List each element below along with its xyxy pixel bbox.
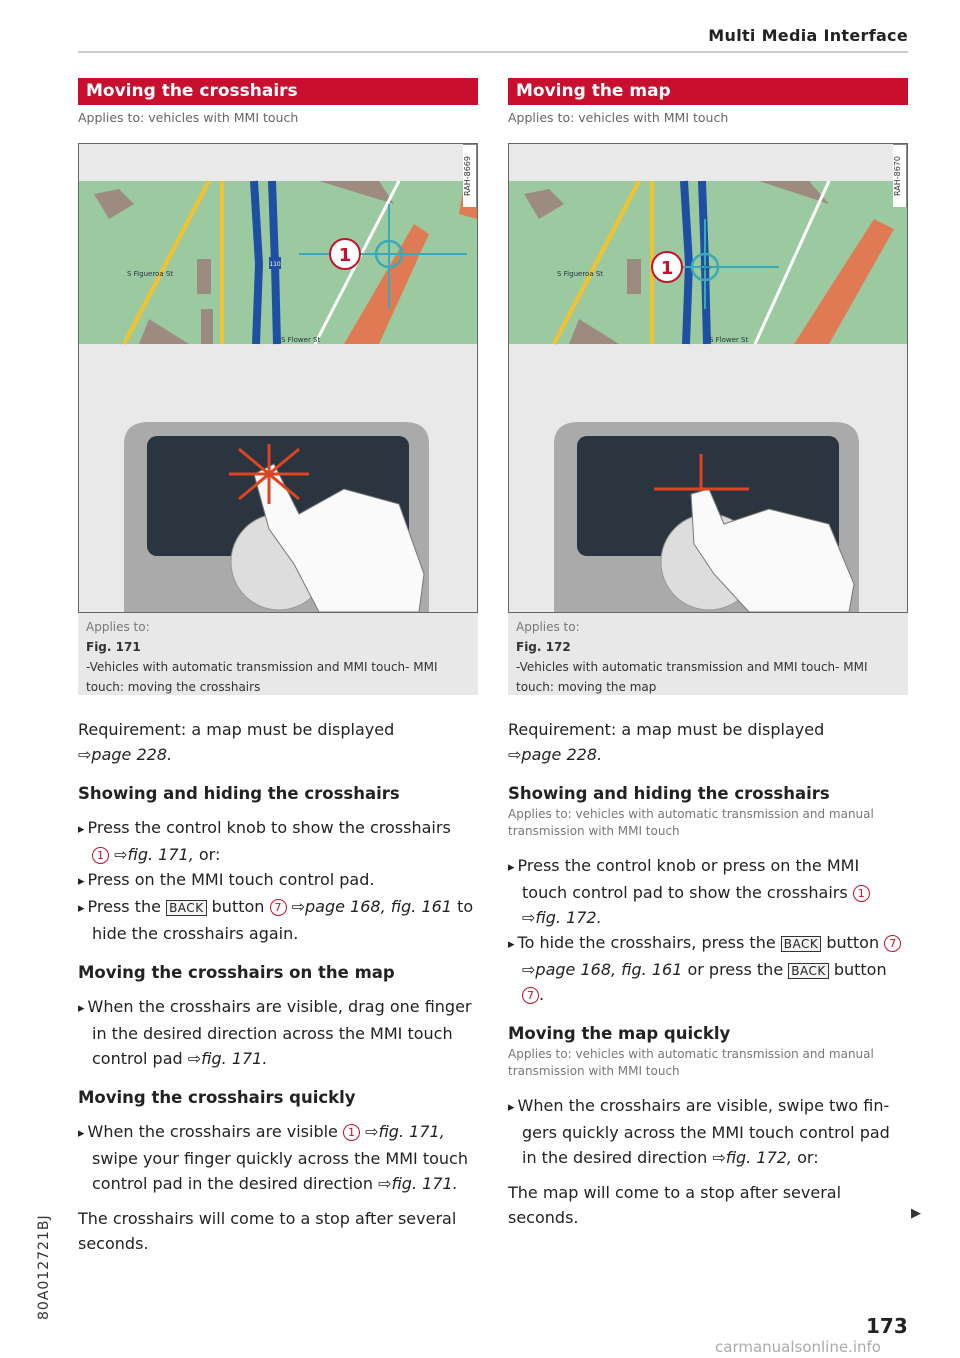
svg-text:110: 110: [269, 261, 281, 268]
callout-number: 1: [343, 1124, 360, 1141]
callout-number: 7: [884, 935, 901, 952]
callout-1: 1: [660, 258, 674, 279]
page-number: 173: [866, 1314, 908, 1338]
list-item: ▸ To hide the crosshairs, press the BACK button 7 ⇨page 168, fig. 161 or press the BACK button 7 .: [508, 930, 908, 1007]
heading: Moving the map quickly: [508, 1024, 731, 1043]
callout-number: 1: [853, 885, 870, 902]
paragraph: The crosshairs will come to a stop after several seconds.: [78, 1209, 457, 1253]
document-code: 80A012721BJ: [36, 1214, 52, 1320]
street-label: S Flower St: [709, 336, 749, 344]
watermark: carmanualsonline.info: [715, 1338, 881, 1356]
chapter-title: Multi Media Interface: [708, 26, 908, 45]
street-label: S Figueroa St: [557, 270, 604, 278]
list-item: ▸ When the crosshairs are visible, drag one finger in the desired direction across the MMI touch control pad ⇨fig. 171.: [78, 994, 478, 1071]
figure-caption: [78, 613, 478, 695]
street-label: S Flower St: [281, 336, 321, 344]
left-column: [78, 78, 478, 1256]
list-item: ▸ Press the BACK button 7 ⇨page 168, fig. 161 to hide the crosshairs again.: [78, 894, 478, 946]
page-link[interactable]: ⇨page 228.: [508, 745, 603, 764]
page-link[interactable]: ⇨page 168, fig. 161: [522, 960, 683, 979]
back-key: BACK: [781, 936, 821, 952]
street-label: S Figueroa St: [127, 270, 174, 278]
caption-text: -Vehicles with automatic transmission and MMI touch- MMI touch: moving the crosshairs: [86, 660, 438, 694]
callout-number: 7: [270, 899, 287, 916]
section-title: Moving the crosshairs: [78, 78, 478, 105]
right-column: [508, 78, 908, 1230]
paragraph: The map will come to a stop after several seconds.: [508, 1183, 842, 1227]
caption-applies: Applies to:: [516, 620, 580, 634]
figure-code: RAH-8669: [463, 144, 477, 207]
caption-applies: Applies to:: [86, 620, 150, 634]
back-key: BACK: [166, 900, 206, 916]
caption-fig-number: Fig. 171: [86, 640, 141, 654]
caption-text: -Vehicles with automatic transmission and MMI touch- MMI touch: moving the map: [516, 660, 868, 694]
map-illustration: [509, 144, 907, 612]
figure-caption: [508, 613, 908, 695]
heading: Moving the crosshairs quickly: [78, 1088, 356, 1107]
requirement: Requirement: a map must be displayed ⇨page 228.: [78, 720, 395, 764]
fig-link[interactable]: ⇨fig. 171.: [378, 1174, 458, 1193]
list-item: ▸ When the crosshairs are visible, swipe two fingers quickly across the MMI touch control pad in the desired direction ⇨fig. 172, or:: [508, 1093, 908, 1170]
fig-link[interactable]: ⇨fig. 171,: [114, 845, 194, 864]
list-item: ▸ When the crosshairs are visible 1 ⇨fig. 171, swipe your finger quickly across the MMI touch control pad in the desired direction ⇨fig. 171.: [78, 1119, 478, 1196]
figure-171: [78, 143, 478, 613]
header-rule: [78, 51, 908, 53]
callout-number: 7: [522, 987, 539, 1004]
section-title: Moving the map: [508, 78, 908, 105]
back-key: BACK: [788, 963, 828, 979]
applies-to: Applies to: vehicles with automatic transmission and manual transmission with MMI touch: [508, 1047, 874, 1078]
heading: Showing and hiding the crosshairs: [78, 784, 400, 803]
fig-link[interactable]: ⇨fig. 171,: [365, 1122, 445, 1141]
callout-number: 1: [92, 847, 109, 864]
page-link[interactable]: ⇨page 168, fig. 161: [291, 897, 452, 916]
figure-172: [508, 143, 908, 613]
requirement: Requirement: a map must be displayed ⇨page 228.: [508, 720, 825, 764]
applies-to: Applies to: vehicles with automatic transmission and manual transmission with MMI touch: [508, 807, 874, 838]
fig-link[interactable]: ⇨fig. 171.: [187, 1049, 268, 1068]
list-item: ▸ Press the control knob or press on the MMI touch control pad to show the crosshairs 1 ⇨fig. 172.: [508, 853, 908, 930]
applies-to: Applies to: vehicles with MMI touch: [508, 110, 729, 125]
page-link[interactable]: ⇨page 228.: [78, 745, 173, 764]
heading: Showing and hiding the crosshairs: [508, 784, 830, 803]
applies-to: Applies to: vehicles with MMI touch: [78, 110, 299, 125]
figure-code: RAH-8670: [893, 144, 907, 207]
svg-text:110: 110: [699, 265, 711, 272]
fig-link[interactable]: ⇨fig. 172,: [712, 1148, 793, 1167]
map-illustration: [79, 144, 477, 612]
continue-arrow-icon: ▶: [911, 1206, 921, 1221]
list-item: ▸ Press on the MMI touch control pad.: [78, 867, 478, 894]
caption-fig-number: Fig. 172: [516, 640, 571, 654]
callout-1: 1: [338, 245, 352, 266]
heading: Moving the crosshairs on the map: [78, 963, 395, 982]
list-item: ▸ Press the control knob to show the crosshairs 1 ⇨fig. 171, or:: [78, 815, 478, 867]
fig-link[interactable]: ⇨fig. 172.: [522, 908, 602, 927]
